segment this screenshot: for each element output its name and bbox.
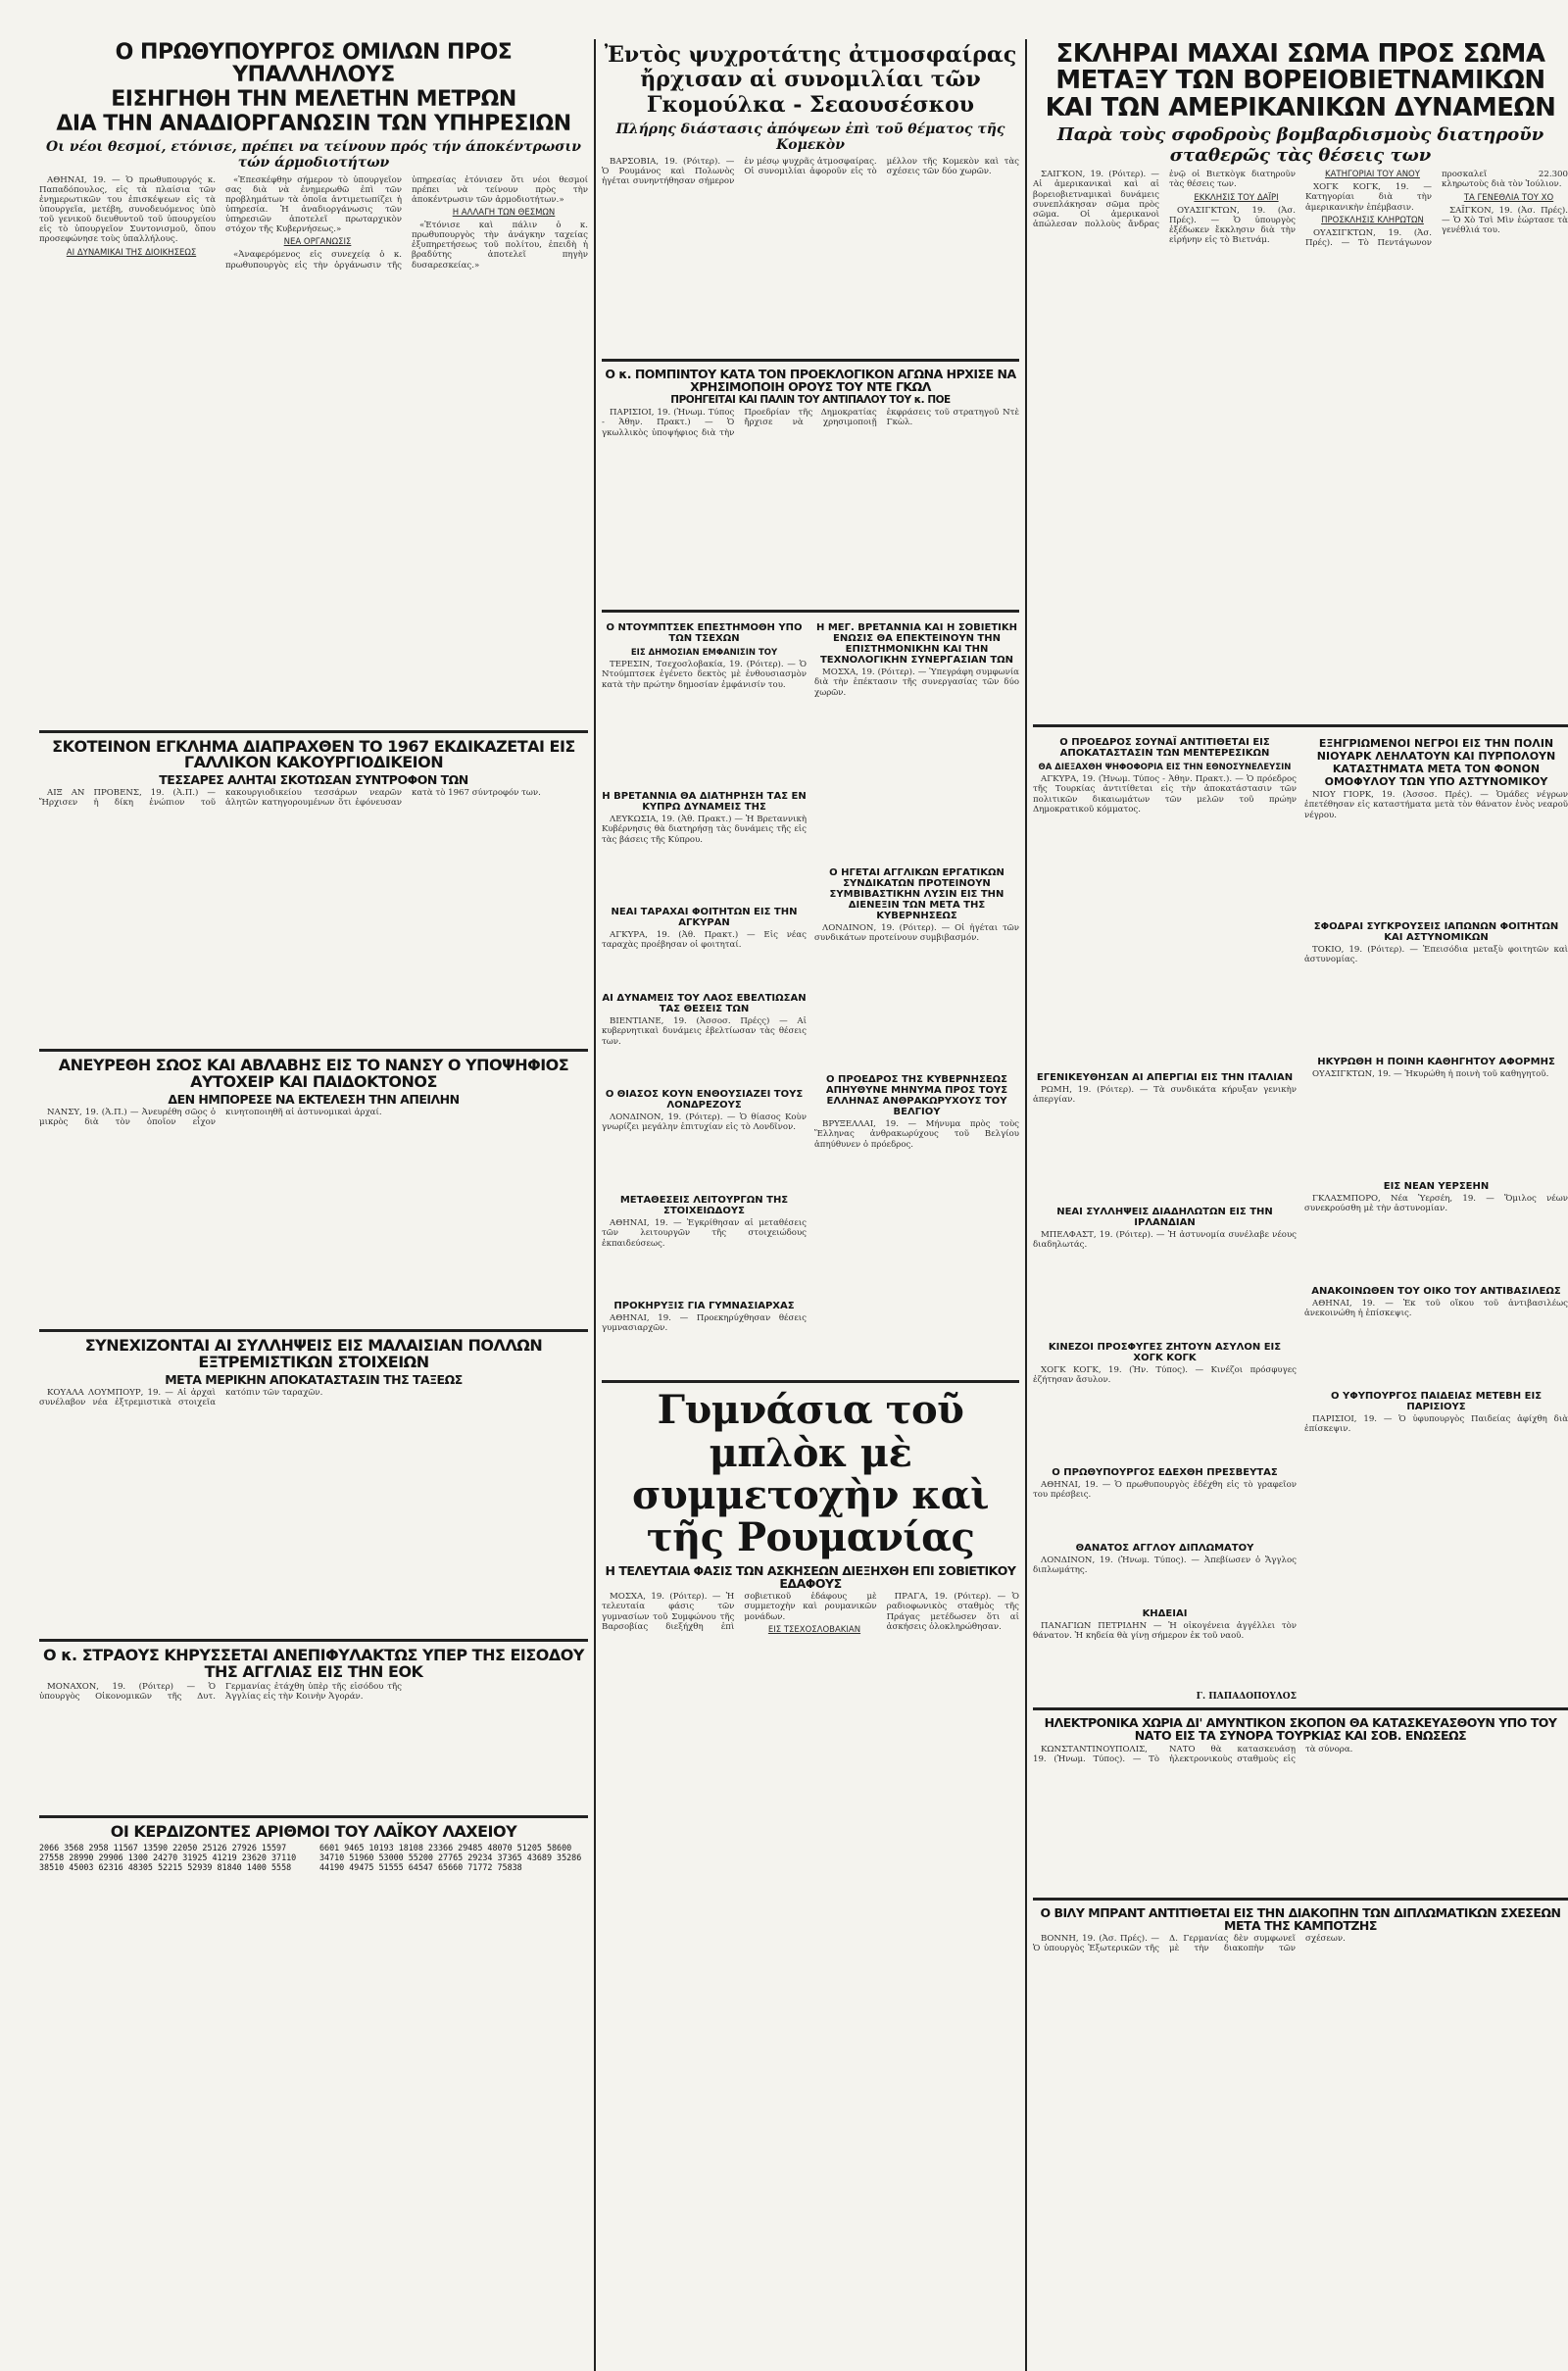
article-paragraph: ΟΥΑΣΙΓΚΤΩΝ, 19. (Ἀσ. Πρές). — Ὁ ὑπουργὸς ἐξέδωκεν ἔκκλησιν διὰ τὴν εἰρήνην εἰς τὸ Βιετνάμ. [1169, 205, 1296, 245]
article-paragraph: ΛΟΝΔΙΝΟΝ, 19. (Ρόιτερ). — Οἱ ἡγέται τῶν συνδικάτων προτείνουν συμβιβασμόν. [814, 923, 1019, 944]
article-paragraph: ΤΟΚΙΟ, 19. (Ρόιτερ). — Ἐπεισόδια μεταξὺ φοιτητῶν καὶ ἀστυνομίας. [1304, 945, 1568, 965]
section-divider [602, 610, 1019, 613]
column-divider [1025, 39, 1027, 2371]
italy-body [1033, 1085, 1297, 1203]
exercises-body [602, 1592, 1019, 1827]
nancy-headline: ΑΝΕΥΡΕΘΗ ΣΩΟΣ ΚΑΙ ΑΒΛΑΒΗΣ ΕΙΣ ΤΟ ΝΑΝΣΥ Ο ΥΠΟΨΗΦΙΟΣ ΑΥΤΟΧΕΙΡ ΚΑΙ ΠΑΙΔΟΚΤΟΝΟΣ [58, 1056, 569, 1092]
section-divider [602, 359, 1019, 362]
coal-headline: Ο ΠΡΟΕΔΡΟΣ ΤΗΣ ΚΥΒΕΡΝΗΣΕΩΣ ΑΠΗΥΘΥΝΕ ΜΗΝΥΜΑ ΠΡΟΣ ΤΟΥΣ ΕΛΛΗΝΑΣ ΑΝΘΡΑΚΩΡΥΧΟΥΣ ΤΟΥ ΒΕΛΓΙΟΥ [825, 1074, 1008, 1118]
section-divider [39, 1815, 588, 1818]
article-paragraph: ΚΟΥΑΛΑ ΛΟΥΜΠΟΥΡ, 19. — Αἱ ἀρχαὶ συνέλαβον νέα ἐξτρεμιστικὰ στοιχεῖα κατόπιν τῶν ταραχῶν. [39, 1387, 323, 1408]
ireland-headline: ΝΕΑΙ ΣΥΛΛΗΨΕΙΣ ΔΙΑΔΗΛΩΤΩΝ ΕΙΣ ΤΗΝ ΙΡΛΑΝΔΙΑΝ [1056, 1207, 1273, 1229]
middle-split-left [602, 618, 807, 1374]
section-divider [1033, 724, 1568, 727]
dubcek-headline: Ο ΝΤΟΥΜΠΤΣΕΚ ΕΠΕΣΤΗΜΟΘΗ ΥΠΟ ΤΩΝ ΤΣΕΧΩΝ [606, 622, 803, 645]
refugees-headline: ΚΙΝΕΖΟΙ ΠΡΟΣΦΥΓΕΣ ΖΗΤΟΥΝ ΑΣΥΛΟΝ ΕΙΣ ΧΟΓΚ ΚΟΓΚ [1048, 1342, 1282, 1364]
nancy-body [39, 1108, 588, 1323]
vietnam-headline: ΣΚΛΗΡΑΙ ΜΑΧΑΙ ΣΩΜΑ ΠΡΟΣ ΣΩΜΑ ΜΕΤΑΞΥ ΤΩΝ ΒΟΡΕΙΟΒΙΕΤΝΑΜΙΚΩΝ ΚΑΙ ΤΩΝ ΑΜΕΡΙΚΑΝΙΚΩΝ ΔΥΝΑΜΕΩΝ [1045, 39, 1556, 123]
lead-headline-line3: ΔΙΑ ΤΗΝ ΑΝΑΔΙΟΡΓΑΝΩΣΙΝ ΤΩΝ ΥΠΗΡΕΣΙΩΝ [56, 112, 571, 137]
koun-headline: Ο ΘΙΑΣΟΣ ΚΟΥΝ ΕΝΘΟΥΣΙΑΖΕΙ ΤΟΥΣ ΛΟΝΔΡΕΖΟΥΣ [605, 1089, 804, 1111]
uk-ussr-body [814, 667, 1019, 864]
strauss-headline: Ο κ. ΣΤΡΑΟΥΣ ΚΗΡΥΣΣΕΤΑΙ ΑΝΕΠΙΦΥΛΑΚΤΩΣ ΥΠΕΡ ΤΗΣ ΕΙΣΟΔΟΥ ΤΗΣ ΑΓΓΛΙΑΣ ΕΙΣ ΤΗΝ ΕΟΚ [43, 1645, 584, 1681]
section-divider [1033, 1707, 1568, 1710]
article-paragraph: ΒΟΝΝΗ, 19. (Ἀσ. Πρές). — Ὁ ὑπουργὸς Ἐξωτερικῶν τῆς Δ. Γερμανίας δὲν συμφωνεῖ μὲ τὴν διακοπὴν τῶν σχέσεων. [1033, 1933, 1346, 1953]
uk-ussr-headline: Η ΜΕΓ. ΒΡΕΤΑΝΝΙΑ ΚΑΙ Η ΣΟΒΙΕΤΙΚΗ ΕΝΩΣΙΣ ΘΑ ΕΠΕΚΤΕΙΝΟΥΝ ΤΗΝ ΕΠΙΣΤΗΜΟΝΙΚΗΝ ΚΑΙ ΤΗΝ ΤΕΧΝΟΛΟΓΙΚΗΝ ΣΥΝΕΡΓΑΣΙΑΝ ΤΩΝ [815, 622, 1017, 667]
brandt-body [1033, 1934, 1568, 2042]
diplomat-body [1033, 1556, 1297, 1605]
article-paragraph: ΑΙΞ ΑΝ ΠΡΟΒΕΝΣ, 19. (Ἀ.Π.) — Ἤρχισεν ἡ δίκη ἐνώπιον τοῦ κακουργιοδικείου τεσσάρων νεαρῶν ἀλητῶν κατηγορουμένων ὅτι ἐφόνευσαν κατὰ τὸ 1967 σύντροφόν των. [39, 788, 541, 809]
ireland-body [1033, 1230, 1297, 1338]
article-paragraph: ΜΟΣΧΑ, 19. (Ρόιτερ). — Ἡ τελευταία φάσις τῶν γυμνασίων τοῦ Συμφώνου τῆς Βαρσοβίας διεξήχθη ἐπὶ σοβιετικοῦ ἐδάφους μὲ συμμετοχὴν καὶ ρουμανικῶν μονάδων. [602, 1592, 877, 1632]
article-paragraph: «Ἐπεσκέφθην σήμερον τὸ ὑπουργεῖον σας διὰ νὰ ἐνημερωθῶ ἐπὶ τῶν προβλημάτων τὰ ὁποῖα ἀντιμετωπίζει ἡ ὑπηρεσία. Ἡ ἀναδιοργάνωσις τῶν ὑπηρεσιῶν ἀποτελεῖ πρωταρχικὸν στόχον τῆς Κυβερνήσεως.» [225, 174, 402, 235]
section-subhead: ΠΡΟΣΚΛΗΣΙΣ ΚΛΗΡΩΤΩΝ [1321, 215, 1424, 225]
koun-body [602, 1112, 807, 1191]
article-paragraph: ΑΓΚΥΡΑ, 19. (Ἀθ. Πρακτ.) — Εἰς νέας ταραχὰς προέβησαν οἱ φοιτηταί. [602, 930, 807, 951]
deputy-minister-body [1304, 1414, 1568, 1503]
middle-split [602, 618, 1019, 1374]
article-paragraph: ΛΟΝΔΙΝΟΝ, 19. (Ἡνωμ. Τύπος). — Ἀπεβίωσεν ὁ Ἄγγλος διπλωμάτης. [1033, 1556, 1297, 1576]
sentence-headline: ΗΚΥΡΩΘΗ Η ΠΟΙΝΗ ΚΑΘΗΓΗΤΟΥ ΑΦΟΡΜΗΣ [1317, 1057, 1555, 1068]
article-paragraph: ΜΠΕΛΦΑΣΤ, 19. (Ρόιτερ). — Ἡ ἀστυνομία συνέλαβε νέους διαδηλωτάς. [1033, 1230, 1297, 1251]
article-paragraph: ΠΑΝΑΓΙΩΝ ΠΕΤΡΙΔΗΝ — Ἡ οἰκογένεια ἀγγέλλει τὸν θάνατον. Ἡ κηδεία θὰ γίνῃ σήμερον ἐκ τοῦ ναοῦ. [1033, 1621, 1297, 1642]
sunay-headline: Ο ΠΡΟΕΔΡΟΣ ΣΟΥΝΑΪ ΑΝΤΙΤΙΘΕΤΑΙ ΕΙΣ ΑΠΟΚΑΤΑΣΤΑΣΙΝ ΤΩΝ ΜΕΝΤΕΡΕΣΙΚΩΝ [1059, 737, 1270, 760]
article-paragraph: ΓΚΛΑΣΜΠΟΡΟ, Νέα Ὑερσέη, 19. — Ὅμιλος νέων συνεκρούσθη μὲ τὴν ἀστυνομίαν. [1304, 1194, 1568, 1214]
article-paragraph: ΠΑΡΙΣΙΟΙ, 19. — Ὁ ὑφυπουργὸς Παιδείας ἀφίχθη διὰ ἐπίσκεψιν. [1304, 1414, 1568, 1435]
romania-display-headline: Γυμνάσια τοῦ μπλὸκ μὲ συμμετοχὴν καὶ τῆς Ρουμανίας [632, 1387, 989, 1560]
article-paragraph: ΒΡΥΞΕΛΛΑΙ, 19. — Μήνυμα πρὸς τοὺς Ἕλληνας ἀνθρακωρύχους τοῦ Βελγίου ἀπηύθυνεν ὁ πρόεδρος. [814, 1119, 1019, 1150]
article-paragraph: ΑΘΗΝΑΙ, 19. — Ὁ πρωθυπουργὸς ἐδέχθη εἰς τὸ γραφεῖον του πρέσβεις. [1033, 1480, 1297, 1501]
diplomat-headline: ΘΑΝΑΤΟΣ ΑΓΓΛΟΥ ΔΙΠΛΩΜΑΤΟΥ [1075, 1543, 1254, 1555]
article-paragraph: ΜΟΣΧΑ, 19. (Ρόιτερ). — Ὑπεγράφη συμφωνία διὰ τὴν ἐπέκτασιν τῆς συνεργασίας τῶν δύο χωρῶν. [814, 667, 1019, 698]
article-paragraph: ΠΑΡΙΣΙΟΙ, 19. (Ἡνωμ. Τύπος - Ἀθην. Πρακτ.) — Ὁ γκωλλικὸς ὑποψήφιος διὰ τὴν Προεδρίαν τῆς Δημοκρατίας ἤρχισε νὰ χρησιμοποιῇ ἐκφράσεις τοῦ στρατηγοῦ Ντὲ Γκὼλ. [602, 408, 1019, 438]
article-paragraph: ΛΟΝΔΙΝΟΝ, 19. (Ρόιτερ). — Ὁ θίασος Κοὺν γνωρίζει μεγάλην ἐπιτυχίαν εἰς τὸ Λονδῖνον. [602, 1112, 807, 1133]
ankara-headline: ΝΕΑΙ ΤΑΡΑΧΑΙ ΦΟΙΤΗΤΩΝ ΕΙΣ ΤΗΝ ΑΓΚΥΡΑΝ [611, 907, 798, 929]
article-paragraph: ΣΑΪΓΚΟΝ, 19. (Ρόιτερ). — Αἱ ἀμερικανικαὶ καὶ αἱ βορειοβιετναμικαὶ δυνάμεις συνεπλάκησαν σῶμα πρὸς σῶμα. Οἱ ἀμερικανοὶ ἀπώλεσαν πολλοὺς ἄνδρας ἐνῷ οἱ Βιετκὸγκ διατηροῦν τὰς θέσεις των. [1033, 170, 1296, 229]
dubcek-body [602, 660, 807, 787]
section-subhead: ΚΑΤΗΓΟΡΙΑΙ ΤΟΥ ΑΝΟΥ [1325, 170, 1420, 180]
headmasters-headline: ΠΡΟΚΗΡΥΞΙΣ ΓΙΑ ΓΥΜΝΑΣΙΑΡΧΑΣ [613, 1301, 795, 1312]
lead-article-body [39, 175, 588, 724]
crime-body [39, 788, 588, 1043]
lead-headline-line2: ΕΙΣΗΓΗΘΗ ΤΗΝ ΜΕΛΕΤΗΝ ΜΕΤΡΩΝ [111, 87, 516, 113]
funerals-headline: ΚΗΔΕΙΑΙ [1142, 1608, 1188, 1620]
cyprus-headline: Η ΒΡΕΤΑΝΝΙΑ ΘΑ ΔΙΑΤΗΡΗΣΗ ΤΑΣ ΕΝ ΚΥΠΡΩ ΔΥΝΑΜΕΙΣ ΤΗΣ [602, 791, 807, 814]
newspaper-page [39, 39, 1568, 2371]
article-paragraph: «Ἐτόνισε καὶ πάλιν ὁ κ. πρωθυπουργὸς τὴν ἀνάγκην ταχείας ἐξυπηρετήσεως τοῦ πολίτου, ἐπειδὴ ἡ βραδύτης ἀποτελεῖ πηγὴν δυσαρεσκείας.» [412, 221, 588, 271]
section-subhead: ΑΙ ΔΥΝΑΜΙΚΑΙ ΤΗΣ ΔΙΟΙΚΗΣΕΩΣ [66, 247, 197, 258]
article-paragraph: ΑΘΗΝΑΙ, 19. — Ἐγκρίθησαν αἱ μεταθέσεις τῶν λειτουργῶν τῆς στοιχειώδους ἐκπαιδεύσεως. [602, 1218, 807, 1249]
article-paragraph: ΧΟΓΚ ΚΟΓΚ, 19. (Ἡν. Τύπος). — Κινέζοι πρόσφυγες ἐζήτησαν ἄσυλον. [1033, 1365, 1297, 1386]
article-paragraph: ΣΑΪΓΚΟΝ, 19. (Ἀσ. Πρές). — Ὁ Χὸ Τσὶ Μὶν ἑώρτασε τὰ γενέθλιά του. [1442, 205, 1568, 235]
transfers-body [602, 1218, 807, 1297]
article-paragraph: ΧΟΓΚ ΚΟΓΚ, 19. — Κατηγορίαι διὰ τὴν ἀμερικανικὴν ἐπέμβασιν. [1305, 182, 1432, 213]
pompidou-body [602, 408, 1019, 604]
article-paragraph: ΠΡΑΓΑ, 19. (Ρόιτερ). — Ὁ ραδιοφωνικὸς σταθμὸς τῆς Πράγας μετέδωσεν ὅτι αἱ ἀσκήσεις ὁλοκληρώθησαν. [886, 1592, 1019, 1632]
italy-headline: ΕΓΕΝΙΚΕΥΘΗΣΑΝ ΑΙ ΑΠΕΡΓΙΑΙ ΕΙΣ ΤΗΝ ΙΤΑΛΙΑΝ [1036, 1072, 1294, 1084]
column-left [39, 39, 588, 2049]
pm-ambassadors-body [1033, 1480, 1297, 1539]
section-subhead: ΝΕΑ ΟΡΓΑΝΩΣΙΣ [283, 237, 352, 248]
lottery-numbers: 2066 3568 2958 11567 13590 22050 25126 27926 15597 27558 28990 29906 1300 24270 31925 41219 23620 37110 38510 45003 62316 48305 52215 52939 81840 1400 5558 6601 9465 10193 18108 23366 29485 48070 51205 58600 34710 51960 53000 55200 27765 29234 37365 43689 35286 44190 49475 51555 64547 65660 71772 75838 [39, 1843, 582, 1873]
newark-headline: ΕΞΗΓΡΙΩΜΕΝΟΙ ΝΕΓΡΟΙ ΕΙΣ ΤΗΝ ΠΟΛΙΝ ΝΙΟΥΑΡΚ ΛΕΗΛΑΤΟΥΝ ΚΑΙ ΠΥΡΠΟΛΟΥΝ ΚΑΤΑΣΤΗΜΑΤΑ ΜΕΤΑ ΤΟΝ ΦΟΝΟΝ ΟΜΟΦΥΛΟΥ ΤΩΝ ΥΠΟ ΑΣΤΥΝΟΜΙΚΟΥ [1316, 737, 1556, 789]
crime-headline: ΣΚΟΤΕΙΝΟΝ ΕΓΚΛΗΜΑ ΔΙΑΠΡΑΧΘΕΝ ΤΟ 1967 ΕΚΔΙΚΑΖΕΤΑΙ ΕΙΣ ΓΑΛΛΙΚΟΝ ΚΑΚΟΥΡΓΙΟΔΙΚΕΙΟΝ [52, 736, 575, 772]
article-paragraph: ΑΘΗΝΑΙ, 19. — Προεκηρύχθησαν θέσεις γυμνασιαρχῶν. [602, 1313, 807, 1334]
japan-headline: ΣΦΟΔΡΑΙ ΣΥΓΚΡΟΥΣΕΙΣ ΙΑΠΩΝΩΝ ΦΟΙΤΗΤΩΝ ΚΑΙ ΑΣΤΥΝΟΜΙΚΩΝ [1313, 921, 1559, 944]
transfers-headline: ΜΕΤΑΘΕΣΕΙΣ ΛΕΙΤΟΥΡΓΩΝ ΤΗΣ ΣΤΟΙΧΕΙΩΔΟΥΣ [619, 1195, 789, 1217]
brandt-headline: Ο ΒΙΛΥ ΜΠΡΑΝΤ ΑΝΤΙΤΙΘΕΤΑΙ ΕΙΣ ΤΗΝ ΔΙΑΚΟΠΗΝ ΤΩΝ ΔΙΠΛΩΜΑΤΙΚΩΝ ΣΧΕΣΕΩΝ ΜΕΤΑ ΤΗΣ ΚΑΜΠΟΤΖΗΣ [1040, 1904, 1561, 1933]
article-paragraph: ΑΓΚΥΡΑ, 19. (Ἡνωμ. Τύπος - Ἀθην. Πρακτ.). — Ὁ πρόεδρος τῆς Τουρκίας ἀντιτίθεται εἰς τὴν ἀποκατάστασιν τῶν πολιτικῶν δικαιωμάτων τῶν μελῶν τοῦ πρώην Δημοκρατικοῦ κόμματος. [1033, 774, 1297, 815]
pompidou-headline: Ο κ. ΠΟΜΠΙΝΤΟΥ ΚΑΤΑ ΤΟΝ ΠΡΟΕΚΛΟΓΙΚΟΝ ΑΓΩΝΑ ΗΡΧΙΣΕ ΝΑ ΧΡΗΣΙΜΟΠΟΙΗ ΟΡΟΥΣ ΤΟΥ ΝΤΕ ΓΚΩΛ [605, 367, 1016, 395]
laos-body [602, 1016, 807, 1085]
gomulka-body [602, 157, 1019, 353]
section-divider [39, 1639, 588, 1642]
section-subhead: Η ΑΛΛΑΓΗ ΤΩΝ ΘΕΣΜΩΝ [452, 207, 556, 218]
middle-split-right [814, 618, 1019, 1374]
malaysia-subheadline: ΜΕΤΑ ΜΕΡΙΚΗΝ ΑΠΟΚΑΤΑΣΤΑΣΙΝ ΤΗΣ ΤΑΞΕΩΣ [165, 1371, 463, 1387]
refugees-body [1033, 1365, 1297, 1463]
japan-body [1304, 945, 1568, 1053]
lead-subheadline: Οι νέοι θεσμοί, ετόνισε, πρέπει να τείνουν πρός τήν άποκέντρωσιν τών άρμοδιοτήτων [46, 139, 581, 172]
ankara-body [602, 930, 807, 989]
vietnam-body [1033, 170, 1568, 718]
article-paragraph: ΒΑΡΣΟΒΙΑ, 19. (Ρόιτερ). — Ὁ Ρουμάνος καὶ Πολωνὸς ἡγέται συνηντήθησαν σήμερον ἐν μέσῳ ψυχρᾶς ἀτμοσφαίρας. Οἱ συνομιλίαι ἀφοροῦν εἰς τὸ μέλλον τῆς Κομεκὸν καὶ τὰς σχέσεις τῶν δύο χωρῶν. [602, 157, 1019, 187]
article-paragraph: ΝΙΟΥ ΓΙΟΡΚ, 19. (Ἀσσοσ. Πρές). — Ὁμάδες νέγρων ἐπετέθησαν εἰς καταστήματα μετὰ τὸν θάνατον ἑνὸς νεαροῦ νέγρου. [1304, 790, 1568, 820]
column-right [1033, 39, 1568, 2044]
article-paragraph: ΚΩΝΣΤΑΝΤΙΝΟΥΠΟΛΙΣ, 19. (Ἡνωμ. Τύπος). — Τὸ ΝΑΤΟ θὰ κατασκευάσῃ ἠλεκτρονικοὺς σταθμοὺς εἰς τὰ σύνορα. [1033, 1744, 1353, 1764]
article-paragraph: «Ἀναφερόμενος εἰς συνεχείᾳ ὁ κ. πρωθυπουργὸς εἰς τὴν ὀργάνωσιν τῆς ὑπηρεσίας ἐτόνισεν ὅτι νέοι θεσμοί πρέπει νὰ τείνουν πρὸς τὴν ἀποκέντρωσιν τῶν ἁρμοδιοτήτων.» [225, 174, 588, 271]
section-divider [1033, 1898, 1568, 1901]
section-divider [39, 730, 588, 733]
exercises-headline: Η ΤΕΛΕΥΤΑΙΑ ΦΑΣΙΣ ΤΩΝ ΑΣΚΗΣΕΩΝ ΔΙΕΞΗΧΘΗ ΕΠΙ ΣΟΒΙΕΤΙΚΟΥ ΕΔΑΦΟΥΣ [605, 1563, 1016, 1592]
column-middle [602, 39, 1019, 1829]
newjersey-body [1304, 1194, 1568, 1282]
coal-body [814, 1119, 1019, 1315]
article-paragraph: ΡΩΜΗ, 19. (Ρόιτερ). — Τὰ συνδικάτα κήρυξαν γενικὴν ἀπεργίαν. [1033, 1085, 1297, 1106]
section-divider [39, 1329, 588, 1332]
vietnam-subheadline: Παρὰ τοὺς σφοδροὺς βομβαρδισμοὺς διατηροῦν σταθερῶς τὰς θέσεις των [1056, 123, 1544, 166]
article-paragraph: ΒΙΕΝΤΙΑΝΕ, 19. (Ἀσσοσ. Πρέςς) — Αἱ κυβερνητικαὶ δυνάμεις ἐβελτίωσαν τὰς θέσεις των. [602, 1016, 807, 1047]
dubcek-subheadline: ΕΙΣ ΔΗΜΟΣΙΑΝ ΕΜΦΑΝΙΣΙΝ ΤΟΥ [630, 648, 778, 659]
right-split [1033, 733, 1568, 1702]
lead-headline-line1: Ο ΠΡΩΘΥΠΟΥΡΓΟΣ ΟΜΙΛΩΝ ΠΡΟΣ ΥΠΑΛΛΗΛΟΥΣ [115, 40, 513, 88]
pm-ambassadors-headline: Ο ΠΡΩΘΥΠΟΥΡΓΟΣ ΕΔΕΧΘΗ ΠΡΕΣΒΕΥΤΑΣ [1052, 1467, 1278, 1479]
funerals-body [1033, 1621, 1297, 1690]
article-paragraph: ΑΘΗΝΑΙ, 19. — Ὁ πρωθυπουργός κ. Παπαδόπουλος, εἰς τὰ πλαίσια τῶν ἐνημερωτικῶν του ἐπισκέψεων εἰς τὰ ὑπουργεῖα, μετέβη, συνοδευόμενος ὑπὸ τοῦ γενικοῦ διευθυντοῦ τοῦ ὑπουργείου εἰς τὸ ὑπουργεῖον Συντονισμοῦ, ὅπου προσεφώνησε τοὺς ὑπαλλήλους. [39, 174, 216, 245]
funeral-signature: Γ. ΠΑΠΑΔΟΠΟΥΛΟΣ [1196, 1692, 1297, 1703]
article-paragraph: ΟΥΑΣΙΓΚΤΩΝ, 19. — Ἡκυρώθη ἡ ποινὴ τοῦ καθηγητοῦ. [1312, 1069, 1549, 1080]
crime-subheadline: ΤΕΣΣΑΡΕΣ ΑΛΗΤΑΙ ΣΚΟΤΩΣΑΝ ΣΥΝΤΡΟΦΟΝ ΤΩΝ [159, 772, 468, 788]
section-divider [602, 1380, 1019, 1383]
deputy-minister-headline: Ο ΥΦΥΠΟΥΡΓΟΣ ΠΑΙΔΕΙΑΣ ΜΕΤΕΒΗ ΕΙΣ ΠΑΡΙΣΙΟΥΣ [1330, 1391, 1543, 1413]
right-split-right [1304, 733, 1568, 1702]
nato-headline: ΗΛΕΚΤΡΟΝΙΚΑ ΧΩΡΙΑ ΔΙ' ΑΜΥΝΤΙΚΟΝ ΣΚΟΠΟΝ ΘΑ ΚΑΤΑΣΚΕΥΑΣΘΟΥΝ ΥΠΟ ΤΟΥ ΝΑΤΟ ΕΙΣ ΤΑ ΣΥΝΟΡΑ ΤΟΥΡΚΙΑΣ ΚΑΙ ΣΟΒ. ΕΝΩΣΕΩΣ [1044, 1715, 1557, 1744]
nancy-subheadline: ΔΕΝ ΗΜΠΟΡΕΣΕ ΝΑ ΕΚΤΕΛΕΣΗ ΤΗΝ ΑΠΕΙΛΗΝ [168, 1091, 460, 1107]
unions-body [814, 923, 1019, 1070]
article-paragraph: ΝΑΝΣΥ, 19. (Ἀ.Π.) — Ἀνευρέθη σῶος ὁ μικρὸς διὰ τὸν ὁποῖον εἶχον κινητοποιηθῆ αἱ ἀστυνομικαὶ ἀρχαί. [39, 1108, 382, 1128]
pompidou-subheadline: ΠΡΟΗΓΕΙΤΑΙ ΚΑΙ ΠΑΛΙΝ ΤΟΥ ΑΝΤΙΠΑΛΟΥ ΤΟΥ κ. ΠΟΕ [670, 394, 951, 407]
strauss-body [39, 1682, 588, 1809]
sentence-body [1304, 1069, 1568, 1177]
nato-body [1033, 1745, 1568, 1892]
laos-headline: ΑΙ ΔΥΝΑΜΕΙΣ ΤΟΥ ΛΑΟΣ ΕΒΕΛΤΙΩΣΑΝ ΤΑΣ ΘΕΣΕΙΣ ΤΩΝ [602, 993, 807, 1015]
section-divider [39, 1049, 588, 1052]
headmasters-body [602, 1313, 807, 1372]
sunay-subheadline: ΘΑ ΔΙΕΞΑΧΘΗ ΨΗΦΟΦΟΡΙΑ ΕΙΣ ΤΗΝ ΕΘΝΟΣΥΝΕΛΕΥΣΙΝ [1038, 763, 1292, 773]
malaysia-body [39, 1388, 588, 1633]
article-paragraph: ΤΕΡΕΣΙΝ, Τσεχοσλοβακία, 19. (Ρόιτερ). — Ὁ Ντούμπτσεκ ἐγένετο δεκτὸς μὲ ἐνθουσιασμὸν κατὰ τὴν πρώτην δημοσίαν ἐμφάνισίν του. [602, 660, 807, 690]
right-split-left [1033, 733, 1297, 1702]
newark-body [1304, 790, 1568, 917]
sunay-body [1033, 774, 1297, 1068]
article-paragraph: ΟΥΑΣΙΓΚΤΩΝ, 19. (Ἀσ. Πρές). — Τὸ Πεντάγωνον προσκαλεῖ 22.300 κληρωτοὺς διὰ τὸν Ἰούλιον. [1305, 170, 1568, 248]
article-paragraph: ΜΟΝΑΧΟΝ, 19. (Ρόιτερ) — Ὁ ὑπουργὸς Οἰκονομικῶν τῆς Δυτ. Γερμανίας ἐτάχθη ὑπὲρ τῆς εἰσόδου τῆς Ἀγγλίας εἰς τὴν Κοινὴν Ἀγοράν. [39, 1682, 402, 1703]
gomulka-subheadline: Πλήρης διάστασις ἀπόψεων ἐπὶ τοῦ θέματος τῆς Κομεκὸν [615, 121, 1005, 153]
section-subhead: ΤΑ ΓΕΝΕΘΛΙΑ ΤΟΥ ΧΟ [1463, 192, 1554, 203]
malaysia-headline: ΣΥΝΕΧΙΖΟΝΤΑΙ ΑΙ ΣΥΛΛΗΨΕΙΣ ΕΙΣ ΜΑΛΑΙΣΙΑΝ ΠΟΛΛΩΝ ΕΞΤΡΕΜΙΣΤΙΚΩΝ ΣΤΟΙΧΕΙΩΝ [84, 1336, 543, 1371]
gomulka-headline: Ἐντὸς ψυχροτάτης ἀτμοσφαίρας ἤρχισαν αἱ συνομιλίαι τῶν Γκομούλκα - Σεαουσέσκου [604, 42, 1017, 118]
column-divider [594, 39, 596, 2371]
cyprus-body [602, 815, 807, 903]
regent-body [1304, 1299, 1568, 1387]
regent-headline: ΑΝΑΚΟΙΝΩΘΕΝ ΤΟΥ ΟΙΚΟ ΤΟΥ ΑΝΤΙΒΑΣΙΛΕΩΣ [1311, 1286, 1561, 1298]
lottery-headline: ΟΙ ΚΕΡΔΙΖΟΝΤΕΣ ΑΡΙΘΜΟΙ ΤΟΥ ΛΑΪΚΟΥ ΛΑΧΕΙΟΥ [110, 1822, 517, 1842]
section-subhead: ΕΙΣ ΤΣΕΧΟΣΛΟΒΑΚΙΑΝ [767, 1624, 861, 1635]
article-paragraph: ΛΕΥΚΩΣΙΑ, 19. (Ἀθ. Πρακτ.) — Ἡ Βρεταννικὴ Κυβέρνησις θὰ διατηρήσῃ τὰς δυνάμεις τῆς εἰς τὰς βάσεις τῆς Κύπρου. [602, 815, 807, 845]
newjersey-headline: ΕΙΣ ΝΕΑΝ ΥΕΡΣΕΗΝ [1383, 1181, 1490, 1193]
unions-headline: Ο ΗΓΕΤΑΙ ΑΓΓΛΙΚΩΝ ΕΡΓΑΤΙΚΩΝ ΣΥΝΔΙΚΑΤΩΝ ΠΡΟΤΕΙΝΟΥΝ ΣΥΜΒΙΒΑΣΤΙΚΗΝ ΛΥΣΙΝ ΕΙΣ ΤΗΝ ΔΙΕΝΕΞΙΝ ΤΩΝ ΜΕΤΑ ΤΗΣ ΚΥΒΕΡΝΗΣΕΩΣ [829, 867, 1004, 922]
section-subhead: ΕΚΚΛΗΣΙΣ ΤΟΥ ΔΑΪΡΙ [1194, 192, 1279, 203]
article-paragraph: ΑΘΗΝΑΙ, 19. — Ἐκ τοῦ οἴκου τοῦ ἀντιβασιλέως ἀνεκοινώθη ἡ ἐπίσκεψις. [1304, 1299, 1568, 1319]
